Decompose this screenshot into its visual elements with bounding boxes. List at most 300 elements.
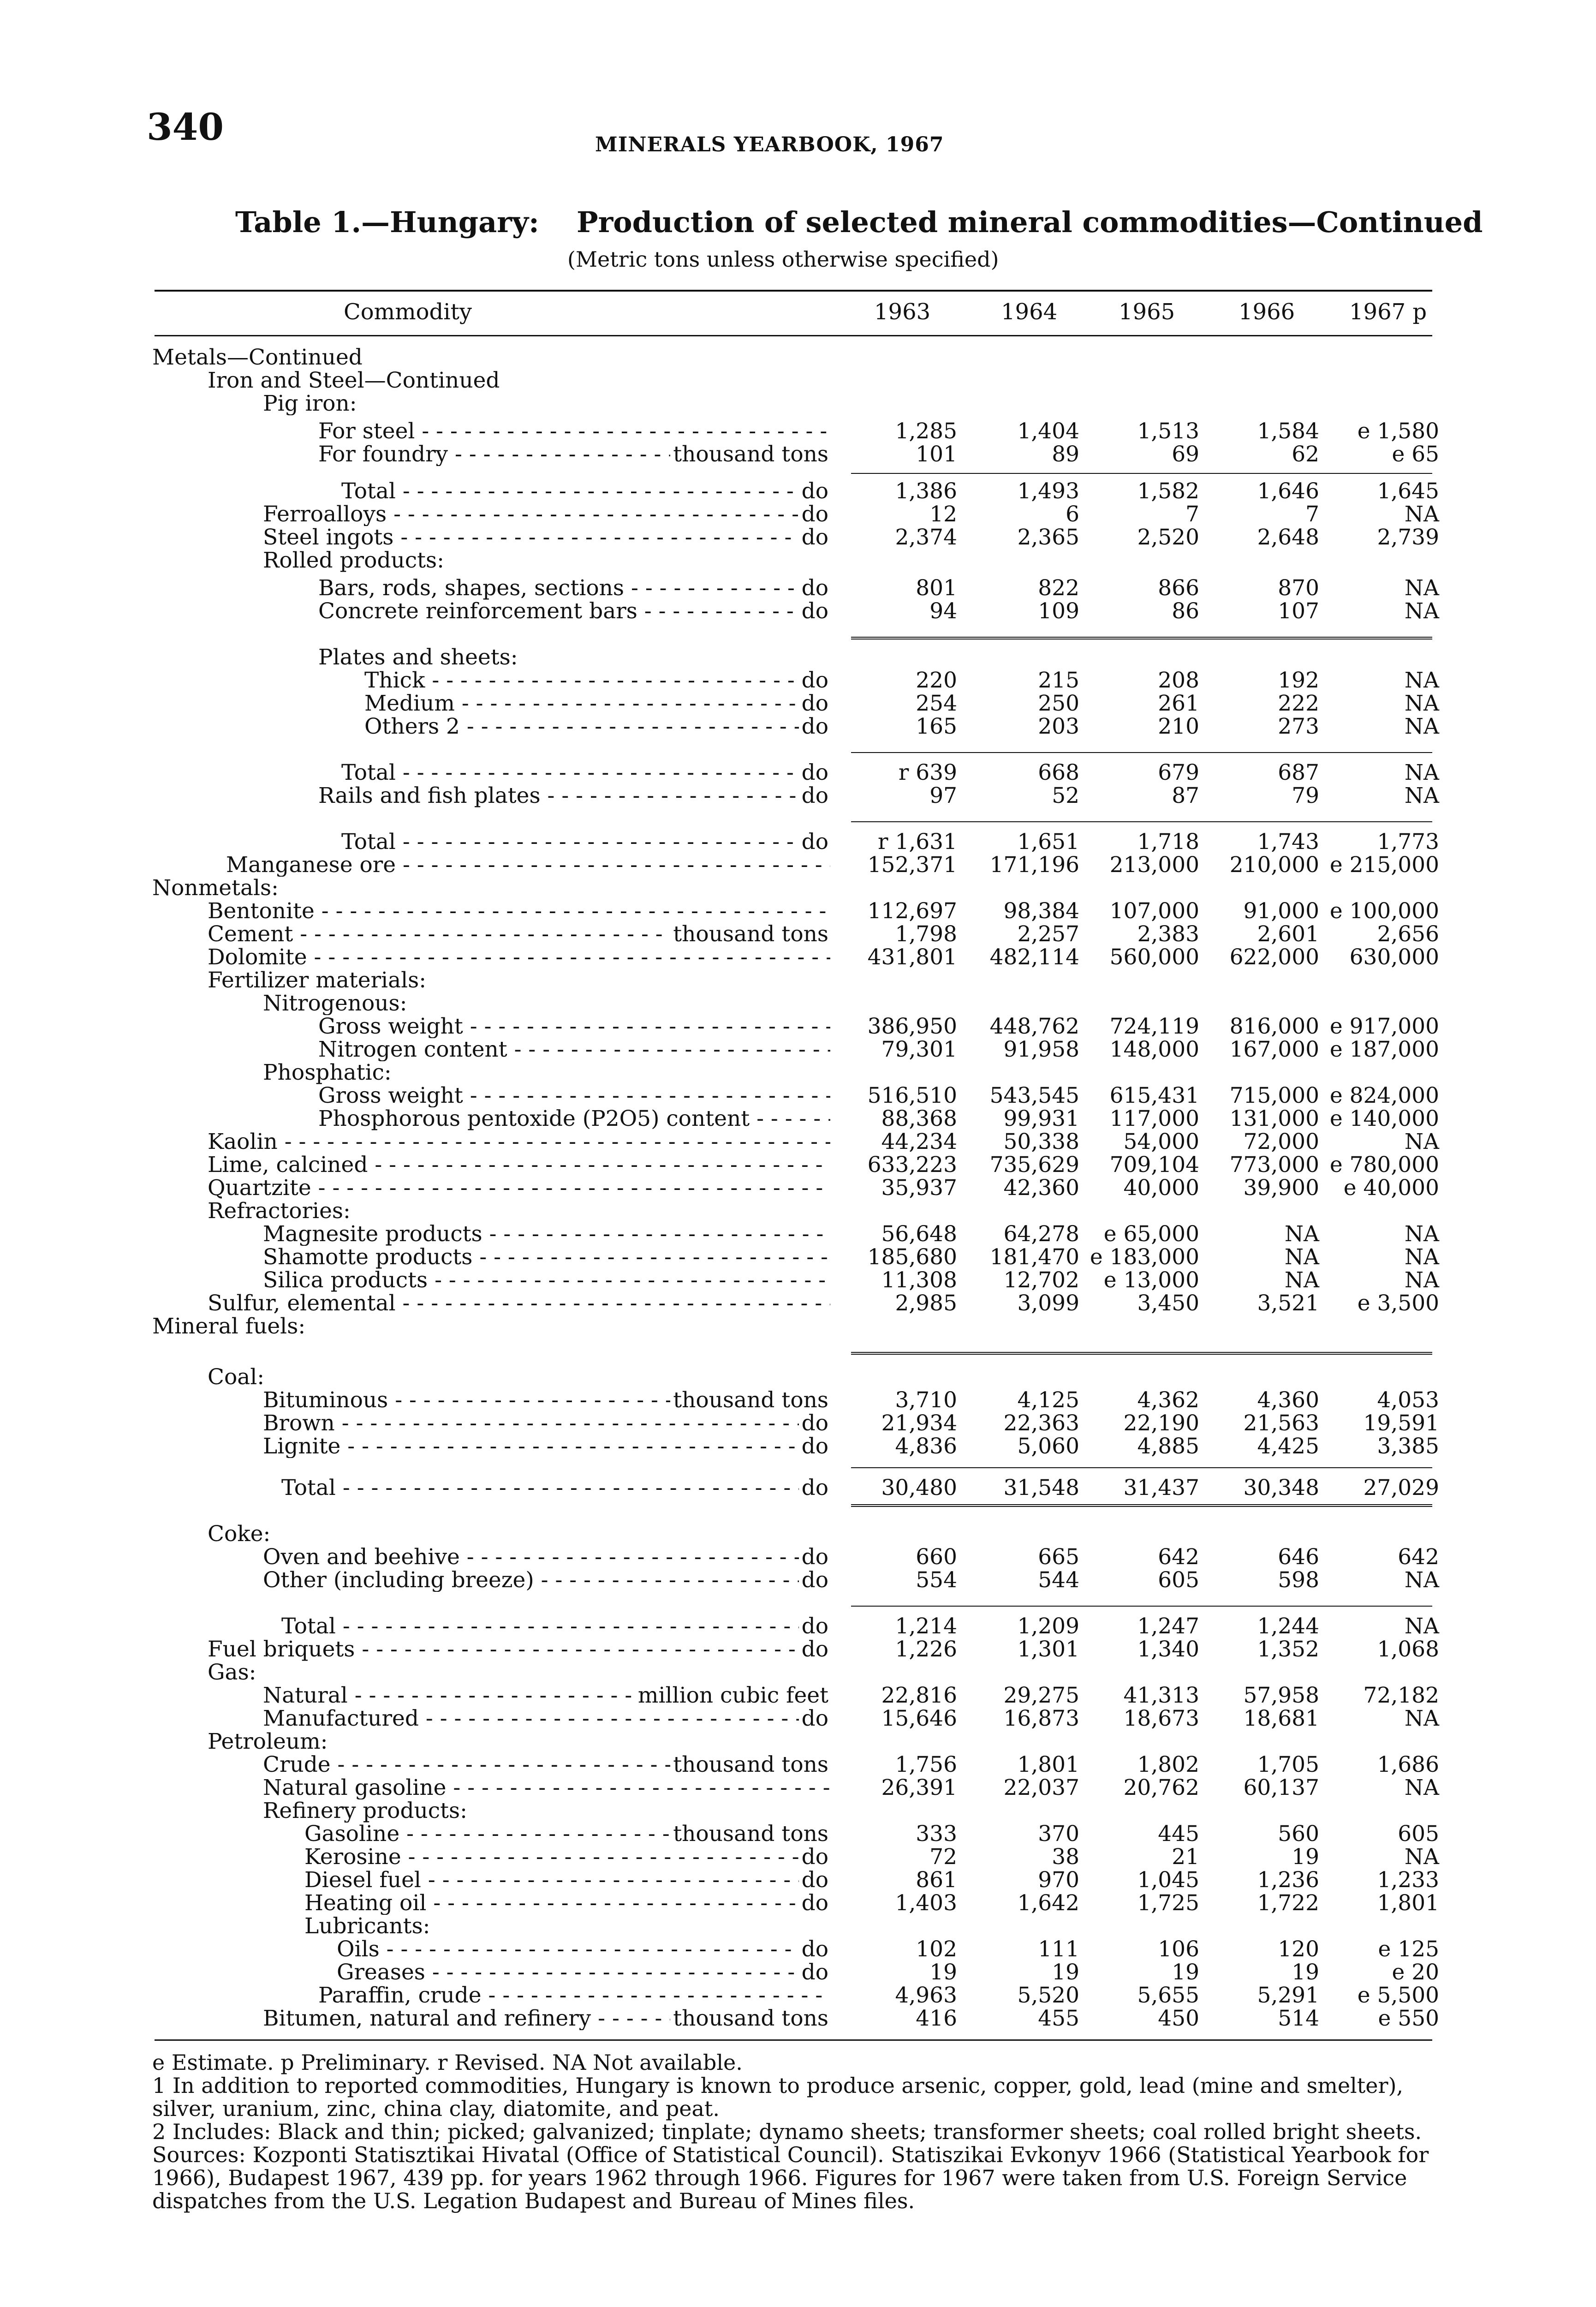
value-1967-p: 1,686 <box>1377 1752 1439 1777</box>
commodity-label <box>152 600 830 623</box>
value-1964: 5,520 <box>1017 1983 1079 2008</box>
value-1966: 39,900 <box>1243 1175 1319 1201</box>
unit-label: do <box>799 1435 830 1458</box>
commodity-name: Coal: <box>208 1366 266 1389</box>
commodity-name: Manganese ore - - - <box>226 854 830 877</box>
commodity-label <box>152 346 830 369</box>
value-1964: 31,548 <box>1003 1475 1079 1500</box>
value-1967-p: e 550 <box>1378 2006 1439 2031</box>
value-1964: 2,365 <box>1017 525 1079 550</box>
value-1965: 87 <box>1172 783 1199 808</box>
value-1963: 26,391 <box>881 1775 957 1800</box>
value-1965: 4,362 <box>1137 1387 1199 1413</box>
value-1967-p: e 1,580 <box>1357 418 1439 444</box>
table-row <box>152 577 1439 600</box>
value-1966: 816,000 <box>1229 1014 1319 1039</box>
value-1966: 19 <box>1292 1844 1319 1870</box>
table-row <box>152 1569 1439 1592</box>
value-1965: 107,000 <box>1109 898 1199 924</box>
value-1964: 1,493 <box>1017 478 1079 504</box>
table-row <box>152 969 1439 992</box>
commodity-label <box>152 1984 830 2007</box>
value-1963: 2,985 <box>895 1291 957 1316</box>
value-1963: 633,223 <box>867 1152 957 1177</box>
commodity-name: Greases - - - <box>337 1961 830 1984</box>
table-row <box>152 1984 1439 2007</box>
commodity-name: Rolled products: <box>263 549 446 572</box>
table-row <box>152 1200 1439 1223</box>
commodity-name: Nonmetals: <box>152 877 280 900</box>
unit-label: thousand tons <box>670 923 830 946</box>
value-1963: 254 <box>916 691 957 716</box>
value-1963: 386,950 <box>867 1014 957 1039</box>
value-1965: 724,119 <box>1109 1014 1199 1039</box>
table-row <box>152 1292 1439 1315</box>
commodity-name: Sulfur, elemental - - - <box>208 1292 830 1315</box>
value-1965: 69 <box>1172 442 1199 467</box>
table-row <box>152 1523 1439 1546</box>
value-1964: 215 <box>1038 668 1079 693</box>
table-rule <box>155 2039 1432 2041</box>
table-row <box>152 480 1439 503</box>
table-row <box>152 1130 1439 1154</box>
table-row <box>152 1915 1439 1938</box>
value-1965: 1,718 <box>1137 829 1199 855</box>
value-1965: 1,802 <box>1137 1752 1199 1777</box>
commodity-label <box>152 1961 830 1984</box>
value-1966: 7 <box>1305 502 1319 527</box>
commodity-label <box>152 1892 830 1915</box>
commodity-label <box>152 1366 830 1389</box>
value-1966: 107 <box>1278 598 1319 624</box>
commodity-name: Plates and sheets: <box>318 646 520 669</box>
header-rule <box>155 335 1432 336</box>
value-1965: 54,000 <box>1123 1129 1199 1154</box>
value-1964: 99,931 <box>1003 1106 1079 1131</box>
value-1965: 709,104 <box>1109 1152 1199 1177</box>
value-1967-p: NA <box>1404 1775 1439 1800</box>
value-1963: 1,214 <box>895 1614 957 1639</box>
value-1963: 22,816 <box>881 1683 957 1708</box>
unit-label: do <box>799 669 830 692</box>
table-row <box>152 1730 1439 1753</box>
value-1965: 4,885 <box>1137 1434 1199 1459</box>
value-1963: 44,234 <box>881 1129 957 1154</box>
value-1966: 91,000 <box>1243 898 1319 924</box>
commodity-name: Lignite - - - <box>263 1435 830 1458</box>
value-1964: 171,196 <box>989 852 1079 878</box>
commodity-label <box>152 992 830 1015</box>
value-1966: 514 <box>1278 2006 1319 2031</box>
commodity-label <box>152 946 830 969</box>
value-1966: 18,681 <box>1243 1706 1319 1731</box>
value-1965: 1,582 <box>1137 478 1199 504</box>
value-1963: 88,368 <box>881 1106 957 1131</box>
value-1963: 56,648 <box>881 1221 957 1247</box>
value-1966: 1,244 <box>1257 1614 1319 1639</box>
table-row <box>152 392 1439 415</box>
table-row <box>152 549 1439 572</box>
value-1967-p: 27,029 <box>1363 1475 1439 1500</box>
value-1967-p: 1,645 <box>1377 478 1439 504</box>
table-row <box>152 503 1439 526</box>
value-1963: 431,801 <box>867 944 957 970</box>
commodity-label <box>152 1869 830 1892</box>
value-1965: 7 <box>1185 502 1199 527</box>
value-1963: 801 <box>916 575 957 601</box>
value-1965: 19 <box>1172 1960 1199 1985</box>
value-1964: 1,651 <box>1017 829 1079 855</box>
value-1963: 21,934 <box>881 1410 957 1436</box>
table-row <box>152 1638 1439 1661</box>
value-1963: 1,756 <box>895 1752 957 1777</box>
value-1967-p: 3,385 <box>1377 1434 1439 1459</box>
commodity-name: Oven and beehive - - - <box>263 1546 830 1569</box>
value-1963: 79,301 <box>881 1037 957 1062</box>
value-1963: 102 <box>916 1936 957 1962</box>
commodity-name: Phosphatic: <box>263 1061 393 1084</box>
column-header-1965: 1965 <box>1119 299 1175 325</box>
table-row <box>152 1846 1439 1869</box>
commodity-name: Concrete reinforcement bars - - - <box>318 600 830 623</box>
value-1963: 15,646 <box>881 1706 957 1731</box>
commodity-name: Bituminous - - - <box>263 1389 830 1412</box>
commodity-name: Ferroalloys - - - <box>263 503 830 526</box>
value-1965: 1,340 <box>1137 1637 1199 1662</box>
footnote-2: 2 Includes: Black and thin; picked; galvanized; tinplate; dynamo sheets; transformer sheets; coal rolled bright sheets. <box>152 2119 1422 2144</box>
commodity-name: Dolomite - - - <box>208 946 830 969</box>
value-1963: 35,937 <box>881 1175 957 1201</box>
value-1967-p: 4,053 <box>1377 1387 1439 1413</box>
value-1965: 1,725 <box>1137 1890 1199 1916</box>
value-1965: 605 <box>1158 1567 1199 1593</box>
table-subtitle: (Metric tons unless otherwise specified) <box>567 247 999 272</box>
value-1966: 687 <box>1278 760 1319 785</box>
value-1965: 450 <box>1158 2006 1199 2031</box>
commodity-name: Gas: <box>208 1661 258 1684</box>
value-1966: 21,563 <box>1243 1410 1319 1436</box>
value-1967-p: NA <box>1404 1614 1439 1639</box>
value-1964: 19 <box>1052 1960 1079 1985</box>
commodity-label <box>152 1015 830 1038</box>
unit-label: thousand tons <box>670 1753 830 1776</box>
value-1965: 31,437 <box>1123 1475 1199 1500</box>
commodity-label <box>152 1223 830 1246</box>
table-row <box>152 1776 1439 1799</box>
value-1967-p: 642 <box>1398 1544 1439 1570</box>
commodity-name: Iron and Steel—Continued <box>208 369 502 392</box>
unit-label: do <box>799 1638 830 1661</box>
value-1964: 1,801 <box>1017 1752 1079 1777</box>
value-1967-p: NA <box>1404 1706 1439 1731</box>
value-1967-p: 1,068 <box>1377 1637 1439 1662</box>
table-row <box>152 784 1439 807</box>
commodity-label <box>152 1707 830 1730</box>
value-1964: 91,958 <box>1003 1037 1079 1062</box>
unit-label: do <box>799 577 830 600</box>
table-row <box>152 1476 1439 1500</box>
commodity-label <box>152 1799 830 1823</box>
value-1963: 1,798 <box>895 921 957 947</box>
commodity-label <box>152 1638 830 1661</box>
commodity-name: Oils - - - <box>337 1938 830 1961</box>
value-1966: 1,352 <box>1257 1637 1319 1662</box>
value-1965: 40,000 <box>1123 1175 1199 1201</box>
table-row <box>152 946 1439 969</box>
table-row <box>152 692 1439 715</box>
commodity-name: Total - - - <box>281 1476 830 1500</box>
commodity-label <box>152 1753 830 1776</box>
commodity-label <box>152 877 830 900</box>
value-1963: 4,836 <box>895 1434 957 1459</box>
commodity-name: Crude - - - <box>263 1753 830 1776</box>
value-1965: e 13,000 <box>1103 1267 1199 1293</box>
table-row <box>152 1707 1439 1730</box>
table-row <box>152 1084 1439 1107</box>
commodity-label <box>152 1412 830 1435</box>
commodity-label <box>152 1246 830 1269</box>
value-1964: 22,363 <box>1003 1410 1079 1436</box>
commodity-label <box>152 392 830 415</box>
value-1964: 5,060 <box>1017 1434 1079 1459</box>
value-1963: 861 <box>916 1867 957 1893</box>
unit-label: do <box>799 503 830 526</box>
value-1963: 3,710 <box>895 1387 957 1413</box>
value-1965: 22,190 <box>1123 1410 1199 1436</box>
table-row <box>152 1753 1439 1776</box>
value-1967-p: 2,739 <box>1377 525 1439 550</box>
value-1965: 261 <box>1158 691 1199 716</box>
footnote-legend: e Estimate. p Preliminary. r Revised. NA Not available. <box>152 2050 743 2075</box>
commodity-label <box>152 1154 830 1177</box>
value-1964: 98,384 <box>1003 898 1079 924</box>
commodity-name: Paraffin, crude - - - <box>318 1984 830 2007</box>
value-1967-p: NA <box>1404 1844 1439 1870</box>
value-1966: NA <box>1284 1221 1319 1247</box>
value-1964: 12,702 <box>1003 1267 1079 1293</box>
table-row <box>152 646 1439 669</box>
value-1964: 89 <box>1052 442 1079 467</box>
value-1966: 870 <box>1278 575 1319 601</box>
commodity-name: Medium - - - <box>364 692 830 715</box>
value-1967-p: e 780,000 <box>1329 1152 1439 1177</box>
table-rule <box>851 473 1432 474</box>
commodity-label <box>152 1269 830 1292</box>
value-1966: 4,360 <box>1257 1387 1319 1413</box>
value-1964: 735,629 <box>989 1152 1079 1177</box>
unit-label: do <box>799 1869 830 1892</box>
table-rule <box>851 821 1432 822</box>
commodity-name: Brown - - - <box>263 1412 830 1435</box>
value-1965: 5,655 <box>1137 1983 1199 2008</box>
commodity-label <box>152 1061 830 1084</box>
column-header-1964: 1964 <box>1001 299 1058 325</box>
value-1967-p: e 40,000 <box>1343 1175 1439 1201</box>
table-row <box>152 761 1439 784</box>
footnote-1: 1 In addition to reported commodities, Hungary is known to produce arsenic, copper, gold, lead (mine and smelter), silver, uranium, zinc, china clay, diatomite, and peat. <box>152 2073 1404 2121</box>
commodity-label <box>152 1730 830 1753</box>
value-1964: 543,545 <box>989 1083 1079 1108</box>
unit-label: thousand tons <box>670 443 830 466</box>
value-1966: 646 <box>1278 1544 1319 1570</box>
value-1963: 12 <box>929 502 957 527</box>
commodity-name: Manufactured - - - <box>263 1707 830 1730</box>
value-1964: 970 <box>1038 1867 1079 1893</box>
commodity-name: Nitrogen content - - - <box>318 1038 830 1061</box>
running-title: MINERALS YEARBOOK, 1967 <box>595 133 944 156</box>
commodity-label <box>152 646 830 669</box>
value-1963: 416 <box>916 2006 957 2031</box>
value-1966: 1,646 <box>1257 478 1319 504</box>
unit-label: do <box>799 692 830 715</box>
value-1964: 22,037 <box>1003 1775 1079 1800</box>
value-1963: 1,226 <box>895 1637 957 1662</box>
top-rule <box>155 290 1432 292</box>
table-row <box>152 715 1439 738</box>
value-1966: NA <box>1284 1267 1319 1293</box>
unit-label: thousand tons <box>670 1389 830 1412</box>
unit-label: thousand tons <box>670 1823 830 1846</box>
commodity-label <box>152 1615 830 1638</box>
value-1964: 1,209 <box>1017 1614 1079 1639</box>
value-1965: e 183,000 <box>1090 1244 1199 1270</box>
table-row <box>152 1684 1439 1707</box>
value-1964: 370 <box>1038 1821 1079 1847</box>
value-1965: 213,000 <box>1109 852 1199 878</box>
value-1967-p: 72,182 <box>1363 1683 1439 1708</box>
value-1966: 79 <box>1292 783 1319 808</box>
unit-label: thousand tons <box>670 2007 830 2030</box>
value-1965: e 65,000 <box>1103 1221 1199 1247</box>
value-1966: 5,291 <box>1257 1983 1319 2008</box>
commodity-name: Other (including breeze) - - - <box>263 1569 830 1592</box>
table-row <box>152 1038 1439 1061</box>
commodity-label <box>152 526 830 549</box>
table-row <box>152 526 1439 549</box>
unit-label: million cubic feet <box>635 1684 830 1707</box>
value-1963: r 639 <box>898 760 957 785</box>
value-1966: 60,137 <box>1243 1775 1319 1800</box>
column-header-commodity: Commodity <box>344 299 472 325</box>
commodity-name: Bars, rods, shapes, sections - - - <box>318 577 830 600</box>
page-number: 340 <box>147 105 224 149</box>
value-1963: 660 <box>916 1544 957 1570</box>
value-1965: 2,520 <box>1137 525 1199 550</box>
commodity-name: Coke: <box>208 1523 272 1546</box>
commodity-label <box>152 1038 830 1061</box>
value-1963: 1,285 <box>895 418 957 444</box>
unit-label: do <box>799 600 830 623</box>
table-row <box>152 1435 1439 1458</box>
value-1966: 30,348 <box>1243 1475 1319 1500</box>
table-rule <box>851 1606 1432 1607</box>
commodity-label <box>152 1915 830 1938</box>
commodity-label <box>152 761 830 784</box>
table-row <box>152 1177 1439 1200</box>
unit-label: do <box>799 1961 830 1984</box>
commodity-label <box>152 1435 830 1458</box>
commodity-label <box>152 1823 830 1846</box>
commodity-name: Refractories: <box>208 1200 352 1223</box>
commodity-name: Steel ingots - - - <box>263 526 830 549</box>
value-1967-p: NA <box>1404 714 1439 739</box>
value-1966: 715,000 <box>1229 1083 1319 1108</box>
commodity-label <box>152 854 830 877</box>
commodity-label <box>152 1846 830 1869</box>
value-1964: 822 <box>1038 575 1079 601</box>
unit-label: do <box>799 761 830 784</box>
unit-label: do <box>799 480 830 503</box>
commodity-label <box>152 1546 830 1569</box>
commodity-label <box>152 831 830 854</box>
table-row <box>152 1269 1439 1292</box>
commodity-name: Total - - - <box>341 831 830 854</box>
commodity-name: Others 2 - - - <box>364 715 830 738</box>
value-1964: 38 <box>1052 1844 1079 1870</box>
value-1964: 544 <box>1038 1567 1079 1593</box>
unit-label: do <box>799 1546 830 1569</box>
value-1963: 1,386 <box>895 478 957 504</box>
table-row <box>152 1223 1439 1246</box>
value-1965: 679 <box>1158 760 1199 785</box>
value-1966: 192 <box>1278 668 1319 693</box>
value-1963: 165 <box>916 714 957 739</box>
unit-label: do <box>799 526 830 549</box>
value-1963: 101 <box>916 442 957 467</box>
value-1964: 109 <box>1038 598 1079 624</box>
value-1964: 250 <box>1038 691 1079 716</box>
table-row <box>152 1366 1439 1389</box>
value-1966: 210,000 <box>1229 852 1319 878</box>
value-1967-p: e 140,000 <box>1329 1106 1439 1131</box>
table-row <box>152 1615 1439 1638</box>
commodity-label <box>152 1292 830 1315</box>
commodity-label <box>152 480 830 503</box>
value-1967-p: e 20 <box>1392 1960 1439 1985</box>
commodity-name: Total - - - <box>341 480 830 503</box>
commodity-name: Bitumen, natural and refinery - - - <box>263 2007 830 2030</box>
value-1965: 3,450 <box>1137 1291 1199 1316</box>
commodity-label <box>152 443 830 466</box>
table-row <box>152 1799 1439 1823</box>
value-1965: 445 <box>1158 1821 1199 1847</box>
commodity-label <box>152 1569 830 1592</box>
value-1965: 642 <box>1158 1544 1199 1570</box>
commodity-name: Silica products - - - <box>263 1269 830 1292</box>
value-1964: 6 <box>1066 502 1079 527</box>
unit-label: do <box>799 1846 830 1869</box>
commodity-name: Total - - - <box>281 1615 830 1638</box>
value-1965: 210 <box>1158 714 1199 739</box>
value-1964: 29,275 <box>1003 1683 1079 1708</box>
table-rule <box>851 1504 1432 1507</box>
value-1966: 62 <box>1292 442 1319 467</box>
commodity-name: Cement - - - <box>208 923 830 946</box>
value-1967-p: NA <box>1404 1129 1439 1154</box>
commodity-label <box>152 1476 830 1500</box>
commodity-label <box>152 1107 830 1130</box>
commodity-label <box>152 1130 830 1154</box>
value-1967-p: 1,233 <box>1377 1867 1439 1893</box>
commodity-label <box>152 784 830 807</box>
commodity-name: Rails and fish plates - - - <box>318 784 830 807</box>
table-row <box>152 1546 1439 1569</box>
column-header-1967: 1967 p <box>1349 299 1427 325</box>
commodity-label <box>152 1200 830 1223</box>
value-1967-p: NA <box>1404 1567 1439 1593</box>
table-rule <box>851 1467 1432 1468</box>
commodity-name: Heating oil - - - <box>304 1892 830 1915</box>
